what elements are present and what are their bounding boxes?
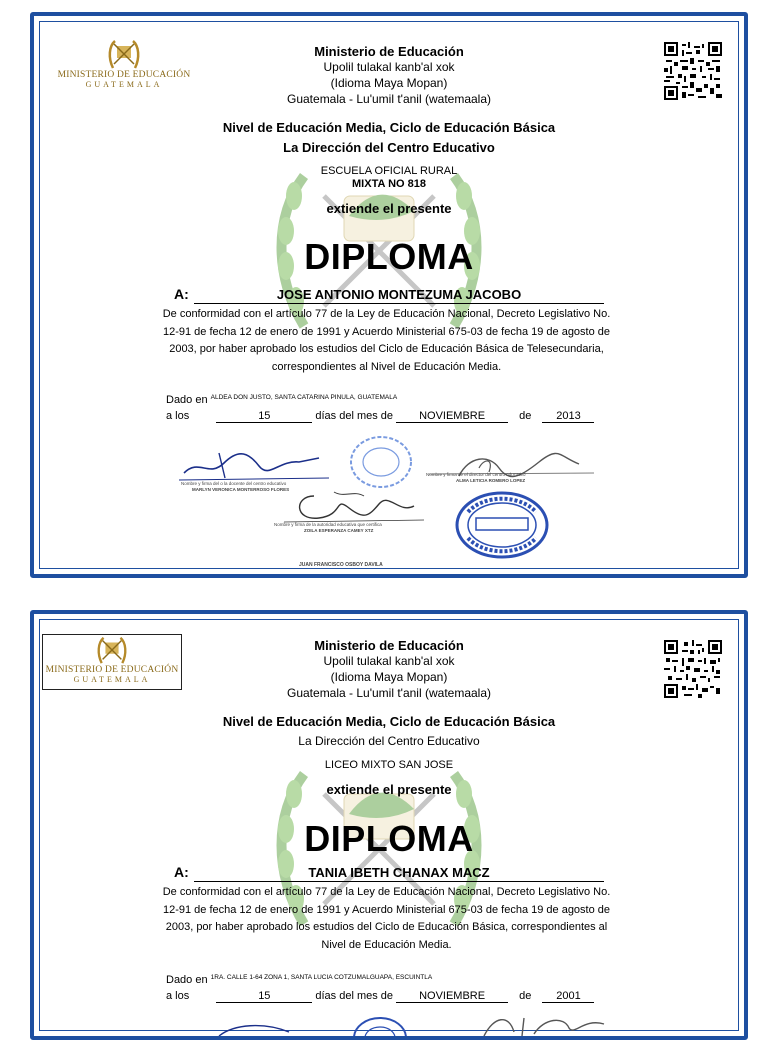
recipient-label: A:	[174, 864, 189, 880]
sig-right-caption: Nombre y firma de el director del centro educativo	[426, 472, 526, 477]
diploma-body: De conformidad con el artículo 77 de la Ley de Educación Nacional, Decreto Legislativo No. 12-91 de fecha 12 de enero de 1991 y Acuerdo Ministerial 675-03 de fecha 19 de agosto de 2003, por haber aprobado los estudios del Ciclo de Educación Básica de Telesecundaria, correspondientes al Nivel de Educación Media.	[162, 308, 611, 373]
a-los-label: a los	[166, 990, 190, 1002]
year-value: 2001	[542, 990, 594, 1003]
recipient-name: JOSE ANTONIO MONTEZUMA JACOBO	[194, 287, 604, 304]
issued-place	[166, 974, 432, 986]
dias-label: días del mes de	[315, 990, 394, 1002]
school-name-line-2: MIXTA NO 818	[352, 178, 426, 190]
de-label: de	[519, 410, 532, 422]
recipient-label: A:	[174, 286, 189, 302]
school-name-line-1: ESCUELA OFICIAL RURAL	[320, 165, 458, 177]
mopan-line-3: Guatemala - Lu'umil t'anil (watemaala)	[287, 686, 491, 700]
logo-text: MINISTERIO DE EDUCACIÓN	[45, 665, 179, 675]
year-value: 2013	[542, 410, 594, 423]
place-value: ALDEA DON JUSTO, SANTA CATARINA PINULA, GUATEMALA	[210, 394, 398, 401]
sig-center-name: ZOILA ESPERANZA CAMEY XTZ	[304, 528, 374, 533]
school-name: LICEO MIXTO SAN JOSE	[324, 759, 454, 771]
education-level: Nivel de Educación Media, Ciclo de Educación Básica	[222, 120, 556, 135]
ministry-title: Ministerio de Educación	[314, 44, 464, 59]
dado-en-label: Dado en	[166, 974, 208, 986]
mopan-line-3: Guatemala - Lu'umil t'anil (watemaala)	[287, 92, 491, 106]
issued-date	[166, 990, 594, 1003]
center-direction: La Dirección del Centro Educativo	[283, 140, 495, 155]
mopan-line-1: Upolil tulakal kanb'al xok	[323, 654, 455, 668]
sig-left-caption: Nombre y firma del o la docente del centro educativo	[181, 481, 287, 486]
extiende-text: extiende el presente	[326, 201, 452, 216]
mopan-line-2: (Idioma Maya Mopan)	[330, 670, 448, 684]
sig-right-name: ALMA LETICIA ROMERO LOPEZ	[456, 478, 526, 483]
center-direction: La Dirección del Centro Educativo	[298, 734, 480, 748]
extiende-text: extiende el presente	[326, 782, 452, 797]
mopan-line-2: (Idioma Maya Mopan)	[330, 76, 448, 90]
dias-label: días del mes de	[315, 410, 394, 422]
place-value: 1RA. CALLE 1-64 ZONA 1, SANTA LUCIA COTZUMALGUAPA, ESCUINTLA	[210, 974, 433, 981]
month-value: NOVIEMBRE	[396, 410, 508, 423]
day-value: 15	[216, 410, 312, 423]
signature-right	[474, 1012, 614, 1038]
seal-stamp-light	[349, 434, 413, 490]
issued-place	[166, 394, 397, 406]
education-level: Nivel de Educación Media, Ciclo de Educación Básica	[222, 714, 556, 729]
signature-left	[214, 1018, 294, 1038]
ministry-title: Ministerio de Educación	[314, 638, 464, 653]
diploma-body: De conformidad con el artículo 77 de la Ley de Educación Nacional, Decreto Legislativo No. 12-91 de fecha 12 de enero de 1991 y Acuerdo Ministerial 675-03 de fecha 19 de agosto de 2003, por haber aprobado los estudios del Ciclo de Educación Básica, correspondientes al Nivel de Educación Media.	[162, 886, 611, 951]
a-los-label: a los	[166, 410, 190, 422]
recipient-name: TANIA IBETH CHANAX MACZ	[194, 865, 604, 882]
logo-country: GUATEMALA	[85, 80, 163, 89]
logo-country: GUATEMALA	[73, 675, 151, 684]
footer-name: JUAN FRANCISCO OSBOY DAVILA	[299, 562, 383, 568]
seal-stamp	[352, 1014, 408, 1040]
month-value: NOVIEMBRE	[396, 990, 508, 1003]
de-label: de	[519, 990, 532, 1002]
day-value: 15	[216, 990, 312, 1003]
school-name	[34, 165, 744, 191]
signature-center	[274, 486, 434, 526]
signature-left	[179, 448, 329, 482]
sig-left-name: MARLYN VERONICA MONTERROSO FLORES	[192, 487, 290, 492]
logo-text: MINISTERIO DE EDUCACIÓN	[57, 70, 191, 80]
certificate-1	[30, 12, 748, 578]
mopan-line-1: Upolil tulakal kanb'al xok	[323, 60, 455, 74]
issued-date	[166, 410, 594, 423]
diploma-title: DIPLOMA	[304, 236, 474, 277]
dado-en-label: Dado en	[166, 394, 208, 406]
sig-center-caption: Nombre y firma de la autoridad educativa que certifica	[274, 522, 382, 527]
certificate-2	[30, 610, 748, 1040]
diploma-title: DIPLOMA	[304, 818, 474, 859]
official-stamp	[454, 490, 550, 560]
